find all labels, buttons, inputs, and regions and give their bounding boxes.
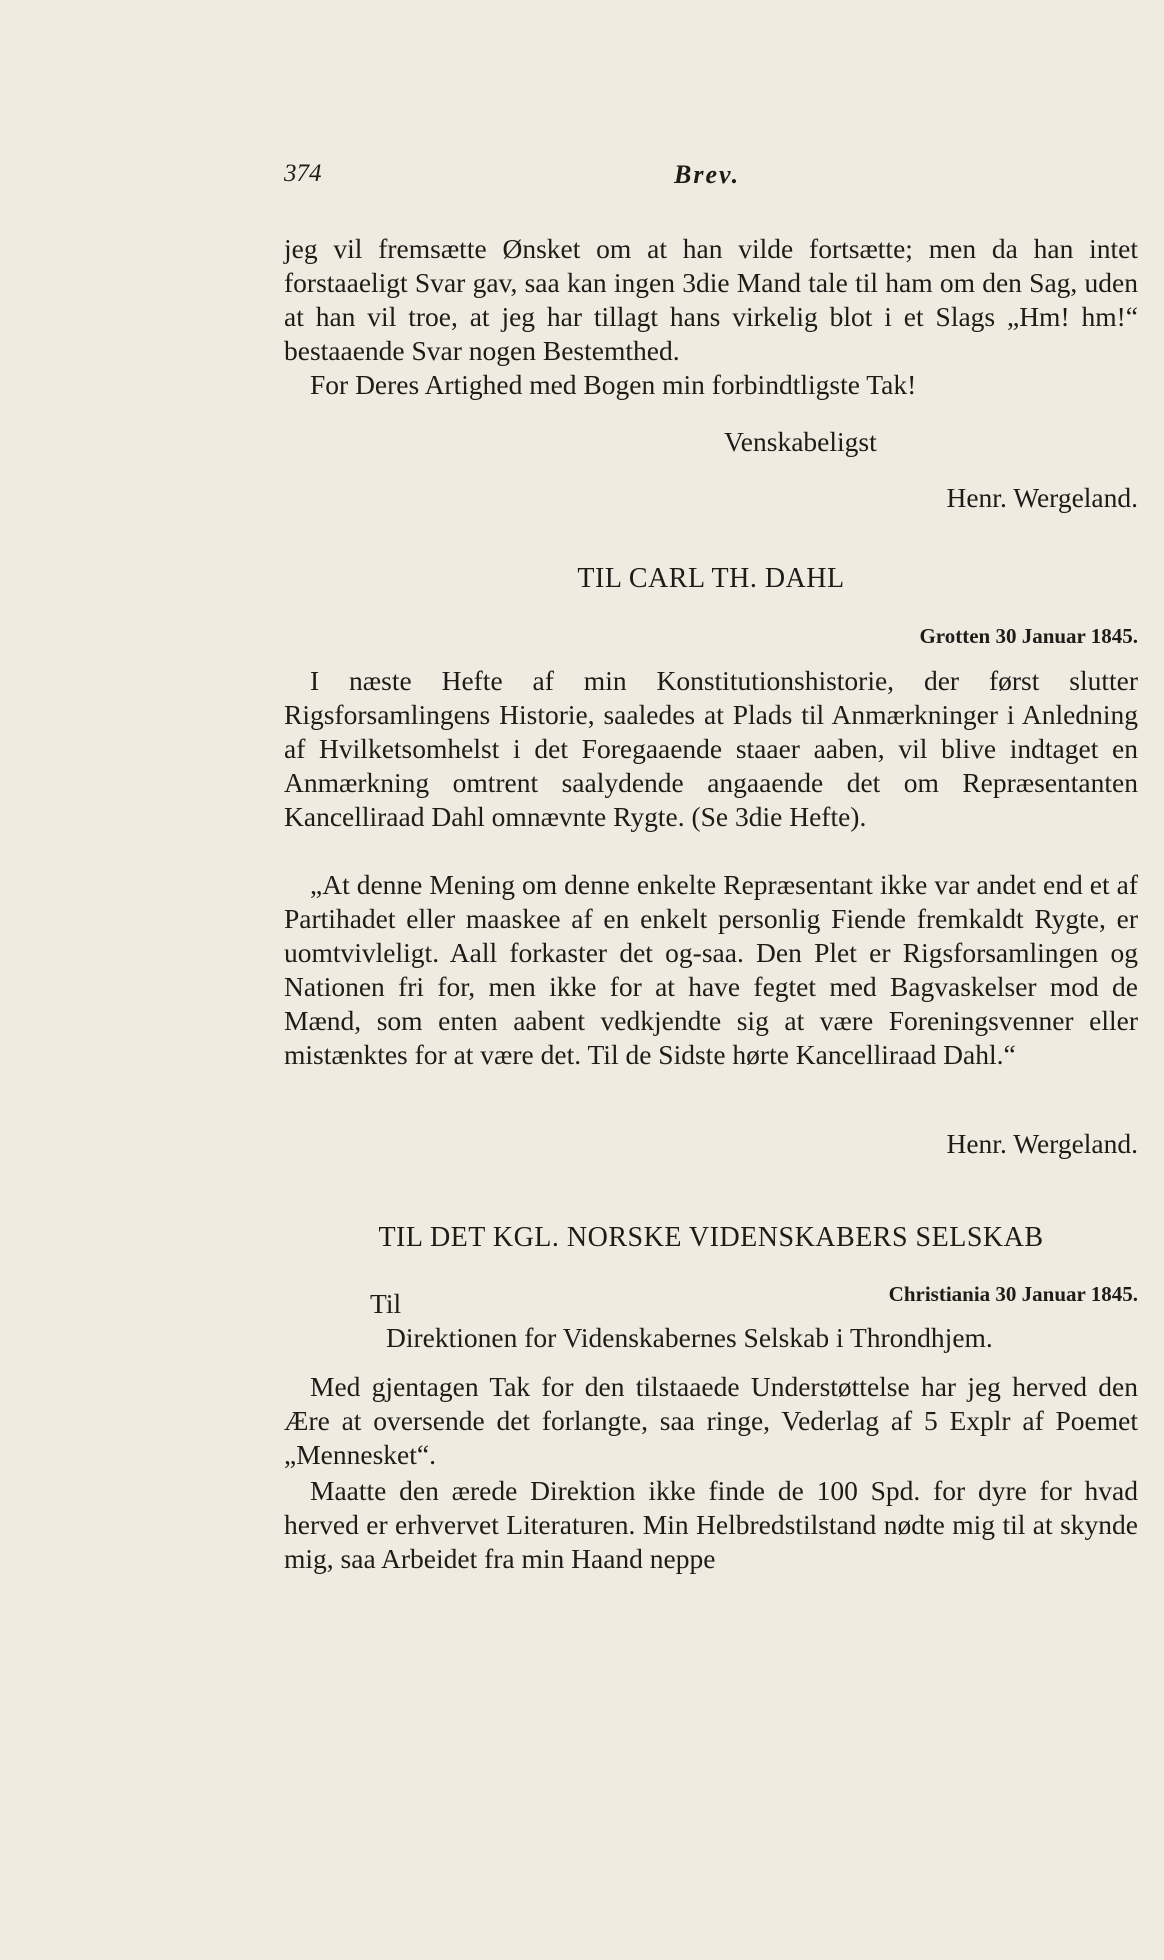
page-header [284, 160, 1138, 200]
letter1-paragraph: jeg vil fremsætte Ønsket om at han vilde fortsætte; men da han intet forstaaeligt Svar gav, saa kan ingen 3die Mand tale til ham om den Sag, uden at han vil troe, at jeg har tillagt hans virkelig blot i et Slags „Hm! hm!“ bestaaende Svar nogen Bestemthed. [284, 233, 1138, 366]
letter3-paragraph-2: Maatte den ærede Direktion ikke finde de 100 Spd. for dyre for hvad herved er erhvervet Literaturen. Min Helbredstilstand nødte mig til at skynde mig, saa Arbeidet fra min Haand neppe [284, 1475, 1138, 1574]
page-number: 374 [284, 160, 322, 187]
letter2-signature: Henr. Wergeland. [946, 1128, 1138, 1159]
letter3-addressee: Direktionen for Videnskabernes Selskab i Throndhjem. [386, 1322, 993, 1353]
letter1-signature: Henr. Wergeland. [946, 482, 1138, 513]
letter2-dateline: Grotten 30 Januar 1845. [919, 624, 1138, 648]
letter2-paragraph-1: I næste Hefte af min Konstitutionshistorie, der først slutter Rigsforsamlingens Historie, saaledes at Plads til Anmærkninger i Anledning af Hvilketsomhelst i det Foregaaende staaer aaben, vil blive indtaget en Anmærkning omtrent saalydende angaaende det om Repræsentanten Kancelliraad Dahl omnævnte Rygte. (Se 3die Hefte). [284, 665, 1138, 832]
letter3-salutation: Til [370, 1288, 402, 1319]
letter1-closing: Venskabeligst [724, 426, 877, 457]
running-title: Brev. [674, 160, 741, 189]
letter1-paragraph-thanks: For Deres Artighed med Bogen min forbindtligste Tak! [310, 369, 917, 400]
letter3-paragraph-1: Med gjentagen Tak for den tilstaaede Understøttelse har jeg herved den Ære at oversende det forlangte, saa ringe, Vederlag af 5 Explr af Poemet „Mennesket“. [284, 1371, 1138, 1470]
letter3-dateline: Christiania 30 Januar 1845. [888, 1282, 1138, 1306]
letter2-heading: TIL CARL TH. DAHL [577, 563, 845, 594]
letter3-heading: TIL DET KGL. NORSKE VIDENSKABERS SELSKAB [378, 1222, 1044, 1253]
letter2-paragraph-2: „At denne Mening om denne enkelte Repræsentant ikke var andet end et af Partihadet eller maaskee af en enkelt personlig Fiende fremkaldt Rygte, er uomtvivleligt. Aall forkaster det og-saa. Den Plet er Rigsforsamlingen og Nationen fri for, men ikke for at have fegtet med Bagvaskelser mod de Mænd, som enten aabent vedkjendte sig at være Foreningsvenner eller mistænktes for at være det. Til de Sidste hørte Kancelliraad Dahl.“ [284, 869, 1138, 1070]
